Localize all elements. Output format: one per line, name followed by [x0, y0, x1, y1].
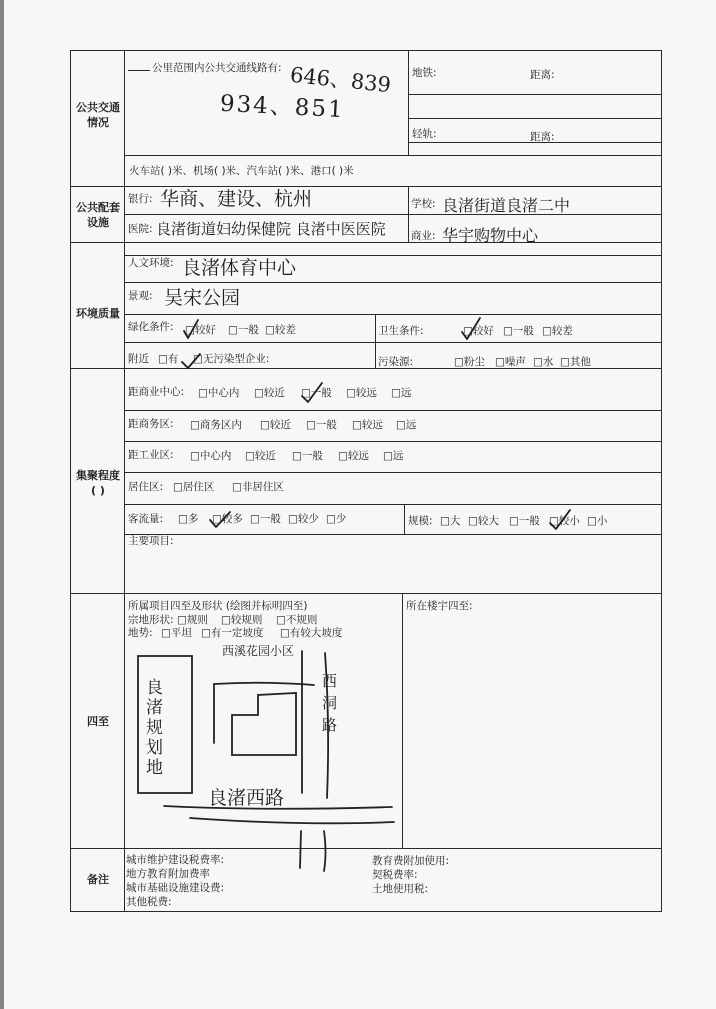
land-shape-label: 宗地形状: [128, 614, 174, 626]
terrain-label: 地势: [128, 627, 153, 639]
pollution-option-water[interactable]: □水 [533, 356, 554, 368]
note-infrastructure-fee: 城市基础设施建设费: [126, 882, 225, 894]
section-boundaries-label: 四至 [87, 715, 109, 728]
traffic-option-many[interactable]: □多 [178, 513, 199, 525]
culture-label: 人文环境: [128, 257, 174, 269]
shape-option-fairly-regular[interactable]: □较规则 [221, 614, 263, 626]
traffic-option-fewer[interactable]: □较少 [288, 513, 319, 525]
subway-label: 地铁: [412, 67, 437, 79]
note-deed-tax-rate: 契税费率: [372, 869, 418, 881]
section-environment-label: 环境质量 [76, 307, 120, 320]
note-local-education-rate: 地方教育附加费率 [126, 868, 210, 880]
industrial-option-average[interactable]: □一般 [292, 450, 323, 462]
traffic-label: 客流量: [128, 513, 164, 525]
terrain-option-flat[interactable]: □平坦 [161, 627, 192, 639]
note-other-fees: 其他税费: [126, 896, 172, 908]
commercial-option-inside[interactable]: □中心内 [198, 387, 240, 399]
pollution-label: 污染源: [378, 356, 414, 368]
business-district-label: 距商务区: [128, 418, 174, 430]
traffic-option-more[interactable]: □较多 [212, 513, 243, 525]
business-option-inside[interactable]: □商务区内 [190, 419, 242, 431]
commercial-center-label: 距商业中心: [128, 386, 185, 398]
business-option-very-far[interactable]: □远 [396, 419, 417, 431]
west-boundary-label: 良渚规划地 [146, 678, 163, 778]
commercial-option-average[interactable]: □一般 [301, 387, 332, 399]
culture-value: 良渚体育中心 [182, 257, 297, 279]
sanitation-option-average[interactable]: □一般 [503, 325, 534, 337]
bus-lines-handwritten-1: 646、839 [288, 62, 393, 98]
sanitation-option-poor[interactable]: □较差 [542, 325, 573, 337]
nearby-label: 附近 [128, 353, 149, 365]
transport-distance-row: 火车站( )米、机场( )米、汽车站( )米、港口( )米 [129, 165, 354, 177]
terrain-option-slope[interactable]: □有一定坡度 [201, 627, 264, 639]
commercial-option-far[interactable]: □较远 [346, 387, 377, 399]
section-notes-label: 备注 [87, 873, 109, 886]
hospital-value: 良渚街道妇幼保健院 良渚中医医院 [156, 220, 386, 238]
main-projects-label: 主要项目: [128, 535, 174, 547]
note-land-use-tax: 土地使用税: [372, 883, 429, 895]
scale-option-smaller[interactable]: □较小 [549, 515, 580, 527]
commercial-option-near[interactable]: □较近 [254, 387, 285, 399]
industrial-option-very-far[interactable]: □远 [383, 450, 404, 462]
scenery-value: 吴宋公园 [164, 287, 241, 309]
pollution-option-other[interactable]: □其他 [560, 356, 591, 368]
shape-option-irregular[interactable]: □不规则 [276, 614, 318, 626]
shape-option-regular[interactable]: □规则 [177, 614, 208, 626]
section-cluster-paren: ( ) [91, 484, 105, 497]
scenery-label: 景观: [128, 290, 153, 302]
residential-option-yes[interactable]: □居住区 [173, 481, 215, 493]
green-label: 绿化条件: [128, 321, 174, 333]
business-option-far[interactable]: □较远 [352, 419, 383, 431]
east-boundary-label: 西洞路 [322, 672, 338, 734]
scale-label: 规模: [408, 515, 433, 527]
green-option-good[interactable]: □较好 [185, 324, 216, 336]
scale-option-small[interactable]: □小 [587, 515, 608, 527]
green-option-average[interactable]: □一般 [228, 324, 259, 336]
light-rail-distance-label: 距离: [530, 131, 555, 143]
commerce-value: 华宇购物中心 [442, 226, 539, 245]
south-boundary-label: 良渚西路 [208, 787, 285, 809]
commercial-option-very-far[interactable]: □远 [391, 387, 412, 399]
nearby-option-yes[interactable]: □有 [158, 353, 179, 365]
pollution-option-noise[interactable]: □噪声 [495, 356, 526, 368]
boundary-title: 所属项目四至及形状 (绘图并标明四至) [128, 600, 308, 612]
nearby-option-no-polluting[interactable]: □无污染型企业: [193, 353, 270, 365]
industrial-option-near[interactable]: □较近 [245, 450, 276, 462]
subway-distance-label: 距离: [530, 69, 555, 81]
business-option-near[interactable]: □较近 [260, 419, 291, 431]
section-facilities-label: 公共配套设施 [76, 201, 120, 229]
commerce-label: 商业: [411, 230, 436, 242]
residential-option-no[interactable]: □非居住区 [232, 481, 284, 493]
industrial-zone-label: 距工业区: [128, 449, 174, 461]
note-education-surcharge: 教育费附加使用: [372, 855, 450, 867]
note-city-maintenance-tax: 城市维护建设税费率: [126, 854, 225, 866]
scale-option-large[interactable]: □大 [440, 515, 461, 527]
scale-option-larger[interactable]: □较大 [468, 515, 499, 527]
school-value: 良渚街道良渚二中 [442, 196, 571, 215]
sanitation-option-good[interactable]: □较好 [463, 325, 494, 337]
check-marks [70, 50, 662, 912]
form-sheet [4, 0, 716, 1009]
sanitation-label: 卫生条件: [378, 325, 424, 337]
section-transport-label: 公共交通情况 [76, 101, 120, 129]
traffic-option-average[interactable]: □一般 [250, 513, 281, 525]
bank-label: 银行: [128, 193, 153, 205]
survey-form [70, 50, 662, 912]
school-label: 学校: [411, 198, 436, 210]
pollution-option-dust[interactable]: □粉尘 [454, 356, 485, 368]
industrial-option-far[interactable]: □较远 [338, 450, 369, 462]
residential-label: 居住区: [128, 481, 164, 493]
building-boundary-label: 所在楼宇四至: [406, 600, 473, 612]
business-option-average[interactable]: □一般 [306, 419, 337, 431]
bank-value: 华商、建设、杭州 [160, 188, 313, 210]
scale-option-average[interactable]: □一般 [509, 515, 540, 527]
section-cluster-label: 集聚程度 [76, 469, 120, 482]
bus-lines-handwritten-2: 934、851 [219, 90, 346, 124]
terrain-option-steep[interactable]: □有较大坡度 [280, 627, 343, 639]
light-rail-label: 轻轨: [412, 128, 437, 140]
north-boundary-label: 西溪花园小区 [222, 644, 295, 658]
hospital-label: 医院: [128, 223, 153, 235]
green-option-poor[interactable]: □较差 [265, 324, 296, 336]
industrial-option-inside[interactable]: □中心内 [190, 450, 232, 462]
traffic-option-few[interactable]: □少 [326, 513, 347, 525]
bus-lines-label: 公里范围内公共交通线路有: [152, 62, 282, 74]
